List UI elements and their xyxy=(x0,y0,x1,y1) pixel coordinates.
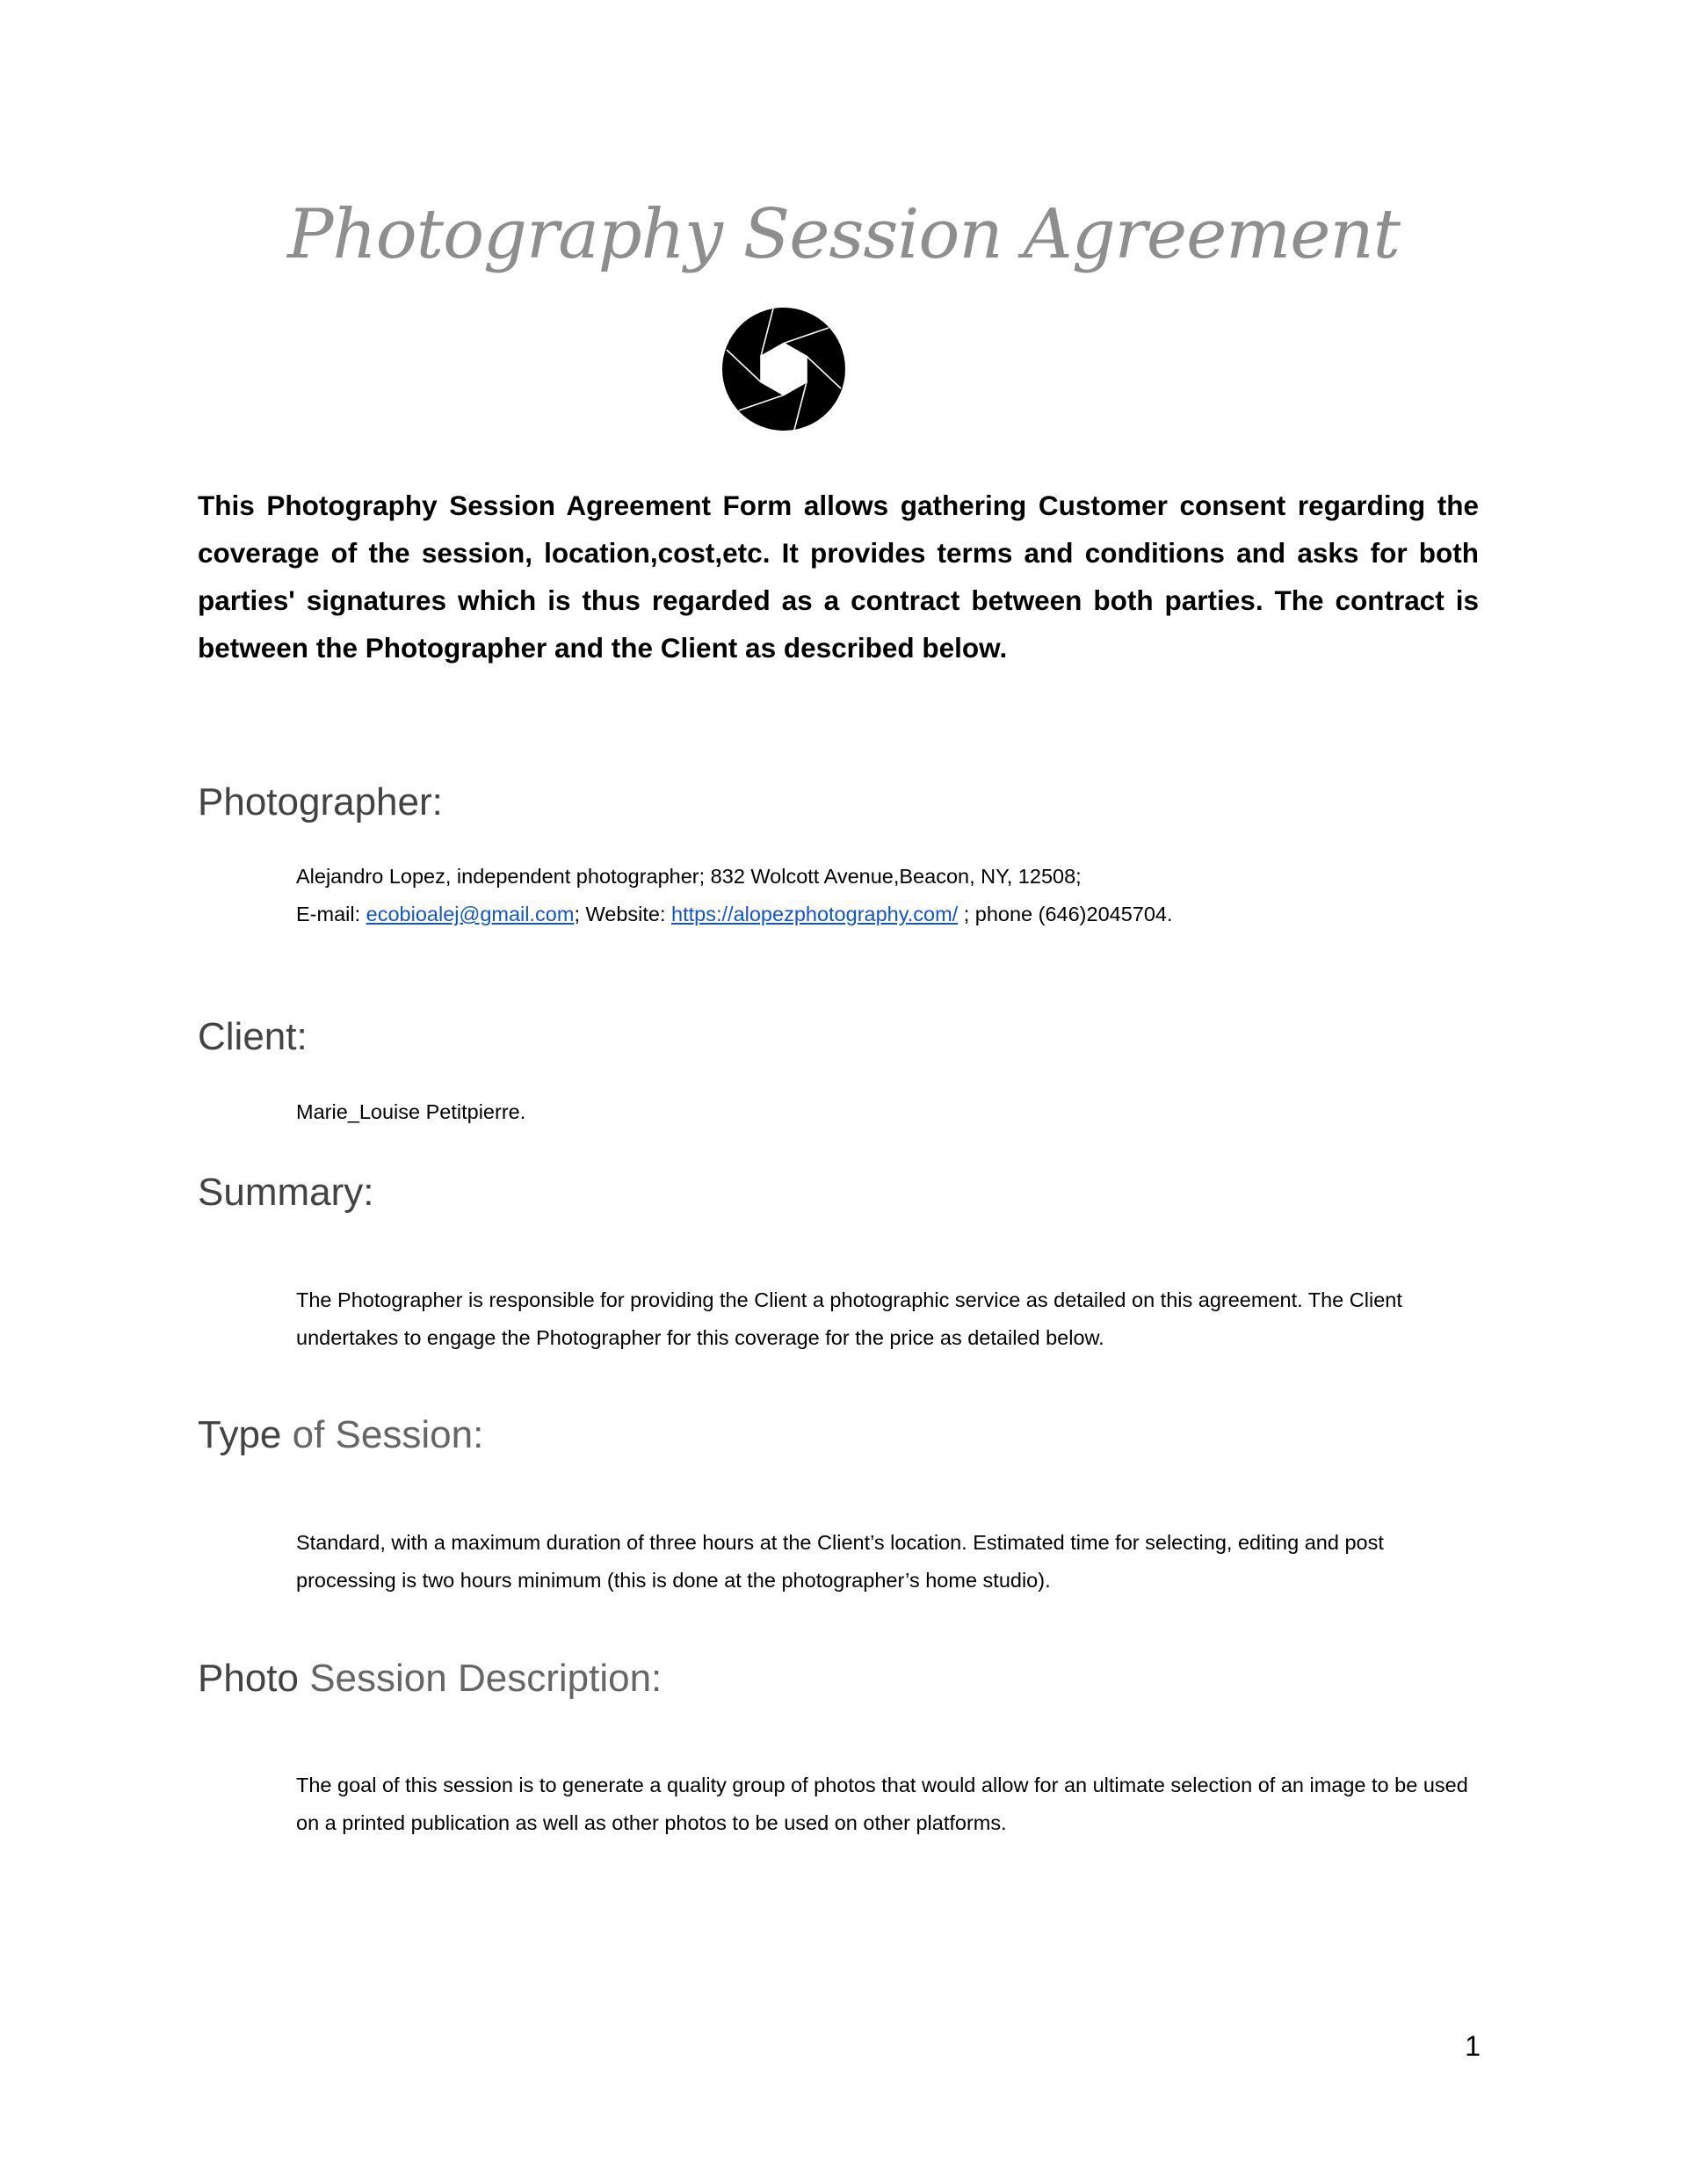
camera-aperture-icon xyxy=(722,308,845,431)
photographer-address: Alejandro Lopez, independent photographer; 832 Wolcott Avenue,Beacon, NY, 12508; xyxy=(296,865,1082,888)
website-link[interactable]: https://alopezphotography.com/ xyxy=(671,903,959,925)
page-number: 1 xyxy=(1465,2030,1481,2062)
description-heading-part1: Photo xyxy=(198,1657,299,1700)
session-type-heading xyxy=(198,1413,483,1457)
summary-heading: Summary: xyxy=(198,1171,374,1214)
client-heading: Client: xyxy=(198,1015,308,1058)
photographer-details xyxy=(296,858,1479,933)
photographer-heading: Photographer: xyxy=(198,780,443,824)
description-heading xyxy=(198,1657,662,1701)
intro-paragraph: This Photography Session Agreement Form allows gathering Customer consent regarding the coverage of the session, location,cost,etc. It provides terms and conditions and asks for both parties' signatures which is thus regarded as a contract between both parties. The contract is between the Photographer and the Client as described below. xyxy=(198,490,1479,664)
document-title: Photography Session Agreement xyxy=(287,195,1400,274)
session-type-heading-part1: Type xyxy=(198,1413,282,1456)
client-name: Marie_Louise Petitpierre. xyxy=(296,1100,526,1123)
email-link[interactable]: ecobioalej@gmail.com xyxy=(366,903,575,925)
phone-text: ; phone (646)2045704. xyxy=(958,903,1173,925)
session-type-text: Standard, with a maximum duration of three hours at the Client’s location. Estimated time for selecting, editing and post processing is two hours minimum (this is done at the photographer’s home studio). xyxy=(296,1531,1384,1592)
session-type-heading-part2: of Session: xyxy=(281,1413,484,1456)
summary-text: The Photographer is responsible for providing the Client a photographic service as detailed on this agreement. The Client undertakes to engage the Photographer for this coverage for the price as detailed below. xyxy=(296,1288,1402,1349)
description-text: The goal of this session is to generate a quality group of photos that would allow for an ultimate selection of an image to be used on a printed publication as well as other photos to be used on other platforms. xyxy=(296,1774,1468,1834)
description-heading-part2: Session Description: xyxy=(298,1657,662,1700)
photographer-contact xyxy=(296,896,1479,933)
website-label: ; Website: xyxy=(574,903,672,925)
email-label: E-mail: xyxy=(296,903,366,925)
